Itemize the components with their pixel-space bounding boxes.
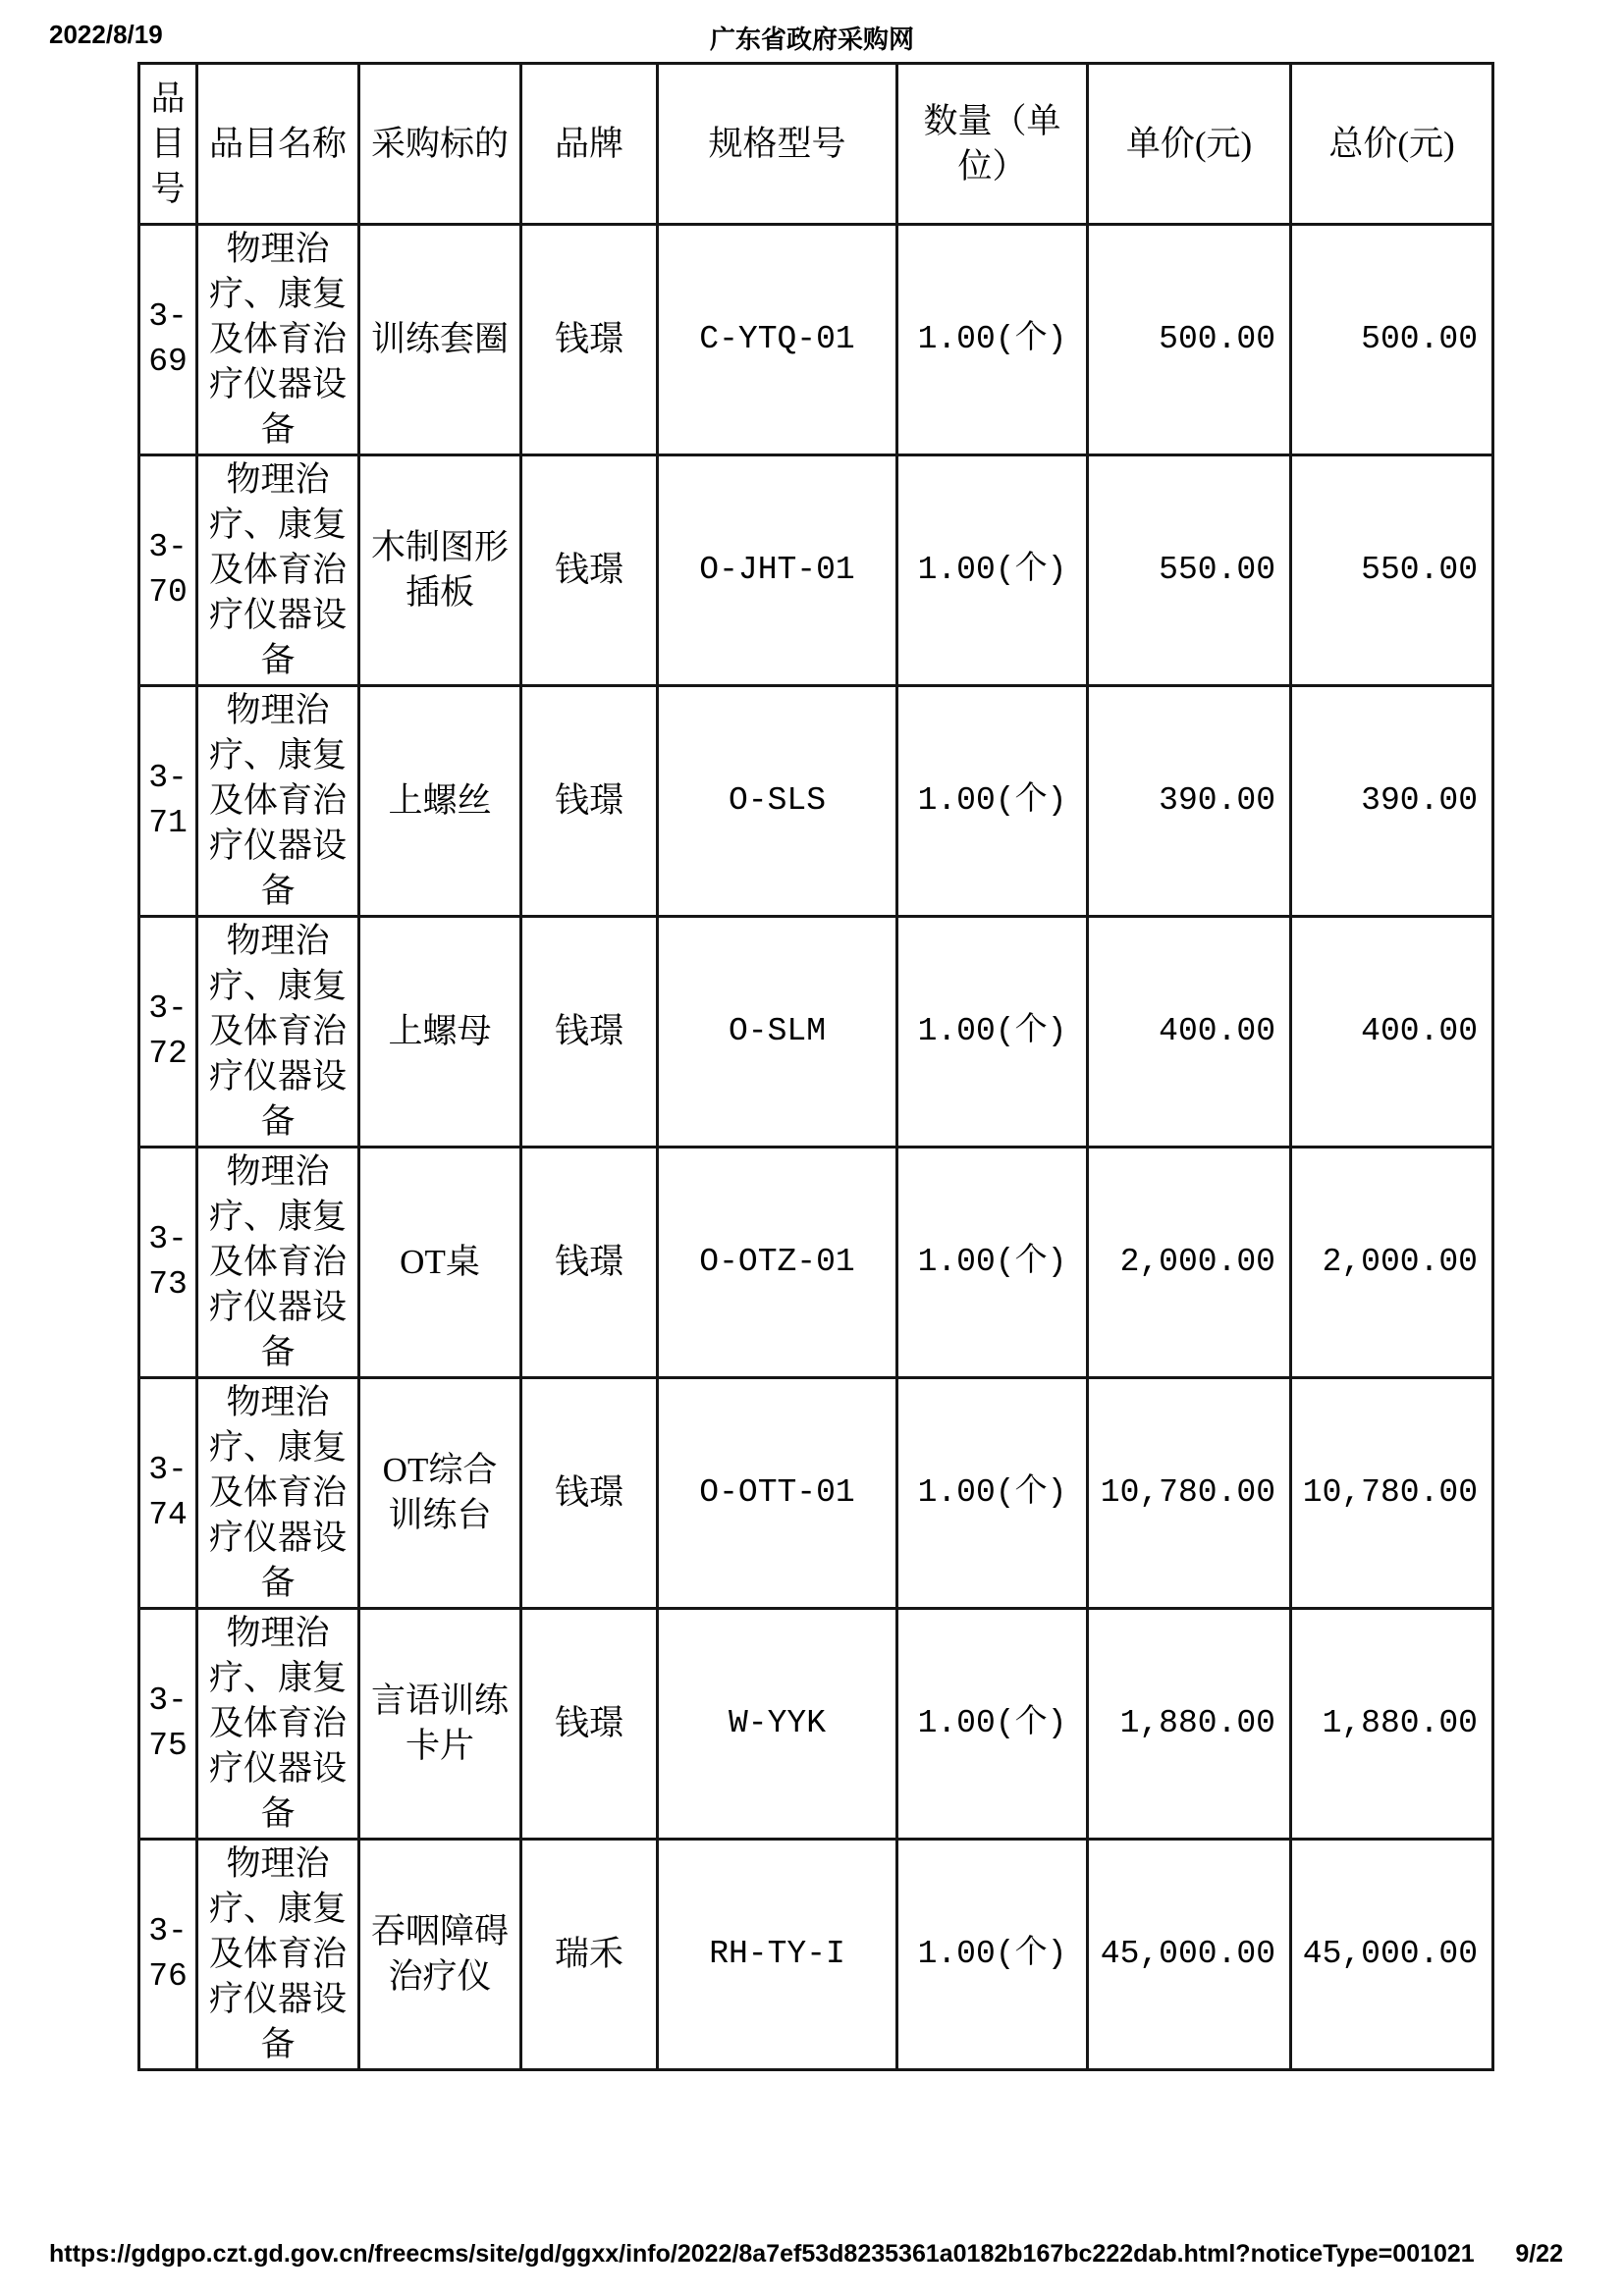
col-header-quantity: 数量（单位） [897,64,1088,225]
cell-item-name: 物理治疗、康复及体育治疗仪器设备 [197,1378,359,1609]
cell-item-no: 3-70 [139,455,197,686]
cell-item-no: 3-73 [139,1148,197,1378]
cell-total-price: 45,000.00 [1291,1840,1493,2070]
cell-unit-price: 45,000.00 [1088,1840,1291,2070]
cell-unit-price: 390.00 [1088,686,1291,917]
cell-item-name: 物理治疗、康复及体育治疗仪器设备 [197,455,359,686]
cell-model: W-YYK [658,1609,897,1840]
cell-unit-price: 10,780.00 [1088,1378,1291,1609]
cell-quantity: 1.00(个) [897,1840,1088,2070]
cell-item-name: 物理治疗、康复及体育治疗仪器设备 [197,1609,359,1840]
cell-item-no: 3-71 [139,686,197,917]
cell-brand: 钱璟 [521,917,658,1148]
cell-item-no: 3-75 [139,1609,197,1840]
cell-quantity: 1.00(个) [897,455,1088,686]
table-body [139,225,1493,2070]
cell-quantity: 1.00(个) [897,1378,1088,1609]
cell-total-price: 2,000.00 [1291,1148,1493,1378]
cell-unit-price: 2,000.00 [1088,1148,1291,1378]
cell-total-price: 390.00 [1291,686,1493,917]
cell-item-no: 3-72 [139,917,197,1148]
cell-target: 木制图形插板 [359,455,521,686]
table-header [139,64,1493,225]
cell-model: O-SLM [658,917,897,1148]
cell-total-price: 1,880.00 [1291,1609,1493,1840]
table-row [139,917,1493,1148]
cell-item-no: 3-74 [139,1378,197,1609]
cell-item-name: 物理治疗、康复及体育治疗仪器设备 [197,1840,359,2070]
page-title: 广东省政府采购网 [709,25,914,54]
table-row [139,1609,1493,1840]
procurement-items-table [137,62,1494,2071]
cell-model: O-JHT-01 [658,455,897,686]
col-header-brand: 品牌 [521,64,658,225]
cell-model: O-SLS [658,686,897,917]
cell-target: 言语训练卡片 [359,1609,521,1840]
cell-model: O-OTT-01 [658,1378,897,1609]
col-header-item-name: 品目名称 [197,64,359,225]
cell-item-no: 3-69 [139,225,197,455]
cell-unit-price: 550.00 [1088,455,1291,686]
table-header-row [139,64,1493,225]
cell-brand: 钱璟 [521,1609,658,1840]
cell-item-name: 物理治疗、康复及体育治疗仪器设备 [197,917,359,1148]
cell-quantity: 1.00(个) [897,917,1088,1148]
cell-quantity: 1.00(个) [897,1148,1088,1378]
cell-item-name: 物理治疗、康复及体育治疗仪器设备 [197,686,359,917]
cell-unit-price: 500.00 [1088,225,1291,455]
col-header-model: 规格型号 [658,64,897,225]
print-date: 2022/8/19 [49,20,163,49]
cell-model: RH-TY-I [658,1840,897,2070]
cell-target: 上螺母 [359,917,521,1148]
table-row [139,686,1493,917]
cell-unit-price: 1,880.00 [1088,1609,1291,1840]
cell-target: OT桌 [359,1148,521,1378]
cell-item-name: 物理治疗、康复及体育治疗仪器设备 [197,1148,359,1378]
cell-quantity: 1.00(个) [897,225,1088,455]
cell-item-name: 物理治疗、康复及体育治疗仪器设备 [197,225,359,455]
table-row [139,455,1493,686]
cell-total-price: 10,780.00 [1291,1378,1493,1609]
cell-total-price: 550.00 [1291,455,1493,686]
cell-brand: 钱璟 [521,1378,658,1609]
cell-brand: 钱璟 [521,225,658,455]
cell-brand: 钱璟 [521,455,658,686]
table-row [139,1148,1493,1378]
col-header-total-price: 总价(元) [1291,64,1493,225]
cell-brand: 瑞禾 [521,1840,658,2070]
cell-target: 吞咽障碍治疗仪 [359,1840,521,2070]
cell-quantity: 1.00(个) [897,686,1088,917]
col-header-item-no: 品目号 [139,64,197,225]
cell-target: OT综合训练台 [359,1378,521,1609]
cell-quantity: 1.00(个) [897,1609,1088,1840]
cell-target: 上螺丝 [359,686,521,917]
footer-url: https://gdgpo.czt.gd.gov.cn/freecms/site/gd/ggxx/info/2022/8a7ef53d8235361a0182b167bc222dab.html?noticeType=001021 [49,2240,1475,2268]
cell-brand: 钱璟 [521,1148,658,1378]
cell-brand: 钱璟 [521,686,658,917]
cell-model: O-OTZ-01 [658,1148,897,1378]
cell-item-no: 3-76 [139,1840,197,2070]
cell-unit-price: 400.00 [1088,917,1291,1148]
cell-model: C-YTQ-01 [658,225,897,455]
table-row [139,1378,1493,1609]
page-number: 9/22 [1515,2240,1563,2268]
table-row [139,225,1493,455]
cell-total-price: 500.00 [1291,225,1493,455]
table-row [139,1840,1493,2070]
col-header-target: 采购标的 [359,64,521,225]
cell-total-price: 400.00 [1291,917,1493,1148]
col-header-unit-price: 单价(元) [1088,64,1291,225]
cell-target: 训练套圈 [359,225,521,455]
